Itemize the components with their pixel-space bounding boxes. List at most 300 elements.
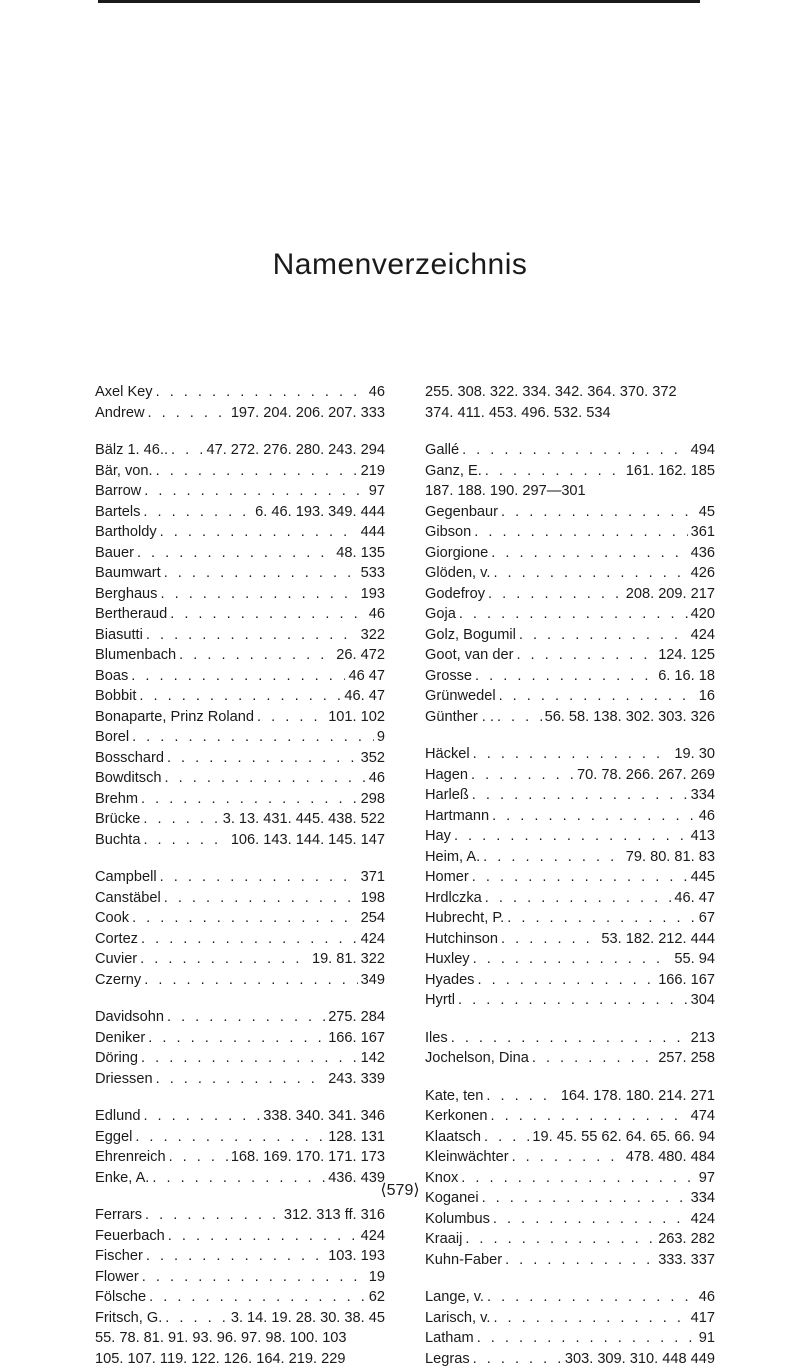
index-entry [425, 1349, 715, 1369]
entry-name: Koganei [425, 1188, 479, 1209]
entry-pages: 213 [691, 1028, 715, 1049]
entry-pages: 219 [361, 461, 385, 482]
dot-leader [144, 970, 357, 991]
section-gap [95, 990, 385, 1007]
entry-pages: 26. 472 [336, 645, 385, 666]
entry-pages: 371 [361, 867, 385, 888]
entry-pages: 46 [699, 1287, 715, 1308]
index-entry [425, 1147, 715, 1168]
index-entry [95, 1069, 385, 1090]
entry-name: Boas [95, 666, 128, 687]
entry-pages: 312. 313 ff. 316 [284, 1205, 385, 1226]
dot-leader [167, 748, 358, 769]
dot-leader [160, 522, 358, 543]
entry-name: Latham [425, 1328, 474, 1349]
index-entry [425, 765, 715, 786]
page-number: ⟨579⟩ [0, 1180, 800, 1200]
top-rule [98, 0, 700, 3]
entry-pages: 166. 167 [658, 970, 715, 991]
entry-pages: 19. 30 [674, 744, 715, 765]
index-entry [95, 1106, 385, 1127]
entry-pages: 243. 339 [328, 1069, 385, 1090]
dot-leader [142, 1267, 366, 1288]
index-entry [95, 543, 385, 564]
entry-name: Grünwedel [425, 686, 496, 707]
dot-leader [148, 1028, 325, 1049]
index-entry [425, 744, 715, 765]
dot-leader [485, 888, 672, 909]
dot-leader [164, 888, 358, 909]
dot-leader [140, 949, 309, 970]
index-entry-continuation: 255. 308. 322. 334. 342. 364. 370. 372 [425, 382, 715, 403]
dot-leader [492, 806, 696, 827]
index-entry [425, 785, 715, 806]
index-entry [95, 1226, 385, 1247]
dot-leader [179, 645, 333, 666]
entry-pages: 103. 193 [328, 1246, 385, 1267]
entry-pages: 474 [691, 1106, 715, 1127]
dot-leader [493, 563, 687, 584]
entry-pages: 79. 80. 81. 83 [626, 847, 715, 868]
dot-leader [146, 625, 358, 646]
entry-pages: 161. 162. 185 [626, 461, 715, 482]
index-entry [425, 666, 715, 687]
entry-pages: 70. 78. 266. 267. 269 [577, 765, 715, 786]
index-entry [95, 970, 385, 991]
index-entry [95, 1048, 385, 1069]
index-entry [425, 522, 715, 543]
index-entry [95, 481, 385, 502]
entry-pages: 444 [361, 522, 385, 543]
index-entry [425, 970, 715, 991]
index-entry [425, 806, 715, 827]
dot-leader [473, 949, 672, 970]
entry-pages: 352 [361, 748, 385, 769]
entry-pages: 46 [369, 382, 385, 403]
entry-name: Edlund [95, 1106, 140, 1127]
entry-pages: 193 [361, 584, 385, 605]
entry-name: Godefroy [425, 584, 485, 605]
index-entry [425, 847, 715, 868]
entry-name: Fritsch, G. [95, 1308, 162, 1329]
entry-name: Huxley [425, 949, 470, 970]
dot-leader [459, 604, 688, 625]
entry-pages: 101. 102 [328, 707, 385, 728]
dot-leader [484, 1127, 529, 1148]
dot-leader [451, 1028, 688, 1049]
dot-leader [160, 584, 357, 605]
index-entry [425, 461, 715, 482]
entry-pages: 478. 480. 484 [626, 1147, 715, 1168]
dot-leader [477, 1328, 696, 1349]
entry-name: Fölsche [95, 1287, 146, 1308]
dot-leader [488, 584, 623, 605]
entry-pages: 298 [361, 789, 385, 810]
entry-name: Hay [425, 826, 451, 847]
section-gap [425, 423, 715, 440]
entry-pages: 56. 58. 138. 302. 303. 326 [545, 707, 715, 728]
entry-name: Grosse [425, 666, 472, 687]
dot-leader [143, 502, 252, 523]
dot-leader [475, 666, 655, 687]
index-entry [95, 382, 385, 403]
dot-leader [458, 990, 688, 1011]
entry-name: Campbell [95, 867, 157, 888]
entry-name: Hyades [425, 970, 474, 991]
entry-name: Ganz, E. [425, 461, 482, 482]
index-entry [95, 830, 385, 851]
index-entry [95, 1205, 385, 1226]
entry-name: Glöden, v. [425, 563, 490, 584]
entry-pages: 168. 169. 170. 171. 173 [231, 1147, 385, 1168]
index-entry [425, 888, 715, 909]
dot-leader [462, 440, 688, 461]
entry-pages: 46 [369, 768, 385, 789]
dot-leader [170, 604, 366, 625]
entry-name: Hubrecht, P. [425, 908, 504, 929]
entry-pages: 420 [691, 604, 715, 625]
dot-leader [145, 1205, 281, 1226]
index-entry [95, 1287, 385, 1308]
entry-pages: 47. 272. 276. 280. 243. 294 [206, 440, 385, 461]
entry-name: Kerkonen [425, 1106, 487, 1127]
entry-pages: 6. 16. 18 [658, 666, 715, 687]
index-entry-continuation: 187. 188. 190. 297—301 [425, 481, 715, 502]
index-entry [425, 1106, 715, 1127]
entry-pages: 46. 47 [674, 888, 715, 909]
entry-name: Deniker [95, 1028, 145, 1049]
index-entry [95, 768, 385, 789]
entry-name: Larisch, v. [425, 1308, 490, 1329]
entry-pages: 164. 178. 180. 214. 271 [561, 1086, 715, 1107]
entry-name: Biasutti [95, 625, 143, 646]
entry-name: Berghaus [95, 584, 157, 605]
dot-leader [491, 543, 687, 564]
dot-leader [473, 1349, 562, 1369]
dot-leader [486, 1086, 557, 1107]
index-entry [95, 809, 385, 830]
entry-pages: 106. 143. 144. 145. 147 [231, 830, 385, 851]
index-entry [95, 604, 385, 625]
entry-name: Knox [425, 1168, 458, 1189]
entry-pages: 257. 258 [658, 1048, 715, 1069]
entry-name: Flower [95, 1267, 139, 1288]
dot-leader [532, 1048, 655, 1069]
entry-pages: 46 47 [348, 666, 385, 687]
index-entry-continuation: 55. 78. 81. 91. 93. 96. 97. 98. 100. 103 [95, 1328, 385, 1349]
entry-name: Gallé [425, 440, 459, 461]
entry-name: Klaatsch [425, 1127, 481, 1148]
entry-pages: 303. 309. 310. 448 449 [565, 1349, 715, 1369]
entry-pages: 322 [361, 625, 385, 646]
dot-leader [501, 929, 598, 950]
dot-leader [487, 1287, 696, 1308]
entry-name: Legras [425, 1349, 470, 1369]
entry-pages: 424 [691, 625, 715, 646]
entry-name: Bartholdy [95, 522, 157, 543]
section-gap [425, 1270, 715, 1287]
entry-name: Driessen [95, 1069, 153, 1090]
entry-pages: 48. 135 [336, 543, 385, 564]
entry-name: Bowditsch [95, 768, 162, 789]
dot-leader [473, 744, 672, 765]
entry-pages: 338. 340. 341. 346 [263, 1106, 385, 1127]
index-entry [95, 1267, 385, 1288]
entry-name: Andrew [95, 403, 144, 424]
entry-name: Bauer [95, 543, 134, 564]
dot-leader [156, 461, 358, 482]
entry-name: Hutchinson [425, 929, 498, 950]
dot-leader [472, 785, 688, 806]
entry-name: Enke, A. [95, 1168, 149, 1189]
index-entry [425, 604, 715, 625]
entry-name: Döring [95, 1048, 138, 1069]
entry-name: Golz, Bogumil [425, 625, 516, 646]
entry-name: Ferrars [95, 1205, 142, 1226]
entry-pages: 97 [699, 1168, 715, 1189]
index-entry [95, 666, 385, 687]
entry-name: Brehm [95, 789, 138, 810]
entry-name: Hrdlczka [425, 888, 482, 909]
index-entry [95, 440, 385, 461]
section-gap [425, 727, 715, 744]
entry-name: Kuhn-Faber [425, 1250, 502, 1271]
index-entry [425, 645, 715, 666]
entry-pages: 128. 131 [328, 1127, 385, 1148]
index-entry [95, 789, 385, 810]
entry-name: Eggel [95, 1127, 132, 1148]
dot-leader [143, 809, 219, 830]
index-entry [95, 403, 385, 424]
entry-pages: 9 [377, 727, 385, 748]
entry-name: Goja [425, 604, 456, 625]
entry-pages: 62 [369, 1287, 385, 1308]
index-entry [425, 440, 715, 461]
entry-name: Czerny [95, 970, 141, 991]
entry-pages: 254 [361, 908, 385, 929]
entry-name: Cook [95, 908, 129, 929]
entry-pages: 426 [691, 563, 715, 584]
entry-name: Ehrenreich [95, 1147, 166, 1168]
entry-name: Bertheraud [95, 604, 167, 625]
entry-name: Borel [95, 727, 129, 748]
entry-name: Cuvier [95, 949, 137, 970]
entry-pages: 6. 46. 193. 349. 444 [255, 502, 385, 523]
entry-name: Hagen [425, 765, 468, 786]
entry-name: Canstäbel [95, 888, 161, 909]
dot-leader [156, 382, 366, 403]
entry-pages: 275. 284 [328, 1007, 385, 1028]
index-entry [425, 563, 715, 584]
index-entry [425, 707, 715, 728]
entry-name: Bosschard [95, 748, 164, 769]
entry-pages: 436. 439 [328, 1168, 385, 1189]
entry-pages: 67 [699, 908, 715, 929]
dot-leader [143, 1106, 260, 1127]
index-entry [95, 645, 385, 666]
index-entry [95, 867, 385, 888]
entry-pages: 436 [691, 543, 715, 564]
index-entry [425, 949, 715, 970]
entry-name: Brücke [95, 809, 140, 830]
dot-leader [471, 765, 574, 786]
index-column-right [425, 382, 715, 1369]
entry-pages: 417 [691, 1308, 715, 1329]
entry-name: Hyrtl [425, 990, 455, 1011]
entry-pages: 304 [691, 990, 715, 1011]
entry-name: Heim, A. [425, 847, 480, 868]
dot-leader [131, 666, 345, 687]
dot-leader [493, 1209, 688, 1230]
index-entry [425, 502, 715, 523]
dot-leader [167, 1007, 325, 1028]
dot-leader [132, 908, 358, 929]
entry-name: Homer [425, 867, 469, 888]
dot-leader [168, 1226, 358, 1247]
index-entry [95, 1028, 385, 1049]
index-entry-continuation: 105. 107. 119. 122. 126. 164. 219. 229 [95, 1349, 385, 1369]
entry-pages: 46 [369, 604, 385, 625]
dot-leader [143, 830, 227, 851]
entry-name: Baumwart [95, 563, 161, 584]
dot-leader [141, 1048, 358, 1069]
page-title: Namenverzeichnis [0, 248, 800, 282]
entry-name: Gibson [425, 522, 471, 543]
entry-pages: 46 [699, 806, 715, 827]
entry-name: Harleß [425, 785, 469, 806]
entry-pages: 208. 209. 217 [626, 584, 715, 605]
index-entry [425, 1086, 715, 1107]
index-entry [425, 929, 715, 950]
dot-leader [499, 686, 696, 707]
index-entry [425, 908, 715, 929]
dot-leader [135, 1127, 325, 1148]
index-entry [95, 522, 385, 543]
index-entry [425, 1229, 715, 1250]
entry-pages: 166. 167 [328, 1028, 385, 1049]
index-entry [425, 1127, 715, 1148]
dot-leader [149, 1287, 366, 1308]
entry-name: Häckel [425, 744, 470, 765]
dot-leader [501, 502, 696, 523]
entry-name: Barrow [95, 481, 141, 502]
entry-pages: 198 [361, 888, 385, 909]
entry-name: Bartels [95, 502, 140, 523]
dot-leader [141, 789, 358, 810]
entry-pages: 91 [699, 1328, 715, 1349]
index-entry [425, 1250, 715, 1271]
entry-pages: 334 [691, 1188, 715, 1209]
entry-pages: 19. 81. 322 [312, 949, 385, 970]
index-entry [95, 1147, 385, 1168]
entry-pages: 3. 13. 431. 445. 438. 522 [223, 809, 385, 830]
index-entry [425, 1328, 715, 1349]
dot-leader [156, 1069, 326, 1090]
index-entry [425, 1209, 715, 1230]
dot-leader [505, 1250, 655, 1271]
index-entry [95, 888, 385, 909]
entry-name: Giorgione [425, 543, 488, 564]
entry-pages: 46. 47 [344, 686, 385, 707]
entry-name: Davidsohn [95, 1007, 164, 1028]
index-entry [95, 686, 385, 707]
dot-leader [472, 867, 688, 888]
entry-pages: 361 [691, 522, 715, 543]
dot-leader [477, 970, 655, 991]
entry-name: Gegenbaur [425, 502, 498, 523]
dot-leader [507, 908, 696, 929]
entry-name: Fischer [95, 1246, 143, 1267]
index-entry [95, 929, 385, 950]
index-entry [95, 1246, 385, 1267]
index-entry [425, 1287, 715, 1308]
entry-name: Bobbit [95, 686, 136, 707]
entry-pages: 45 [699, 502, 715, 523]
entry-pages: 124. 125 [658, 645, 715, 666]
entry-pages: 533 [361, 563, 385, 584]
dot-leader [485, 461, 623, 482]
dot-leader [146, 1246, 325, 1267]
entry-name: Feuerbach [95, 1226, 165, 1247]
entry-pages: 53. 182. 212. 444 [601, 929, 715, 950]
entry-pages: 3. 14. 19. 28. 30. 38. 45 [231, 1308, 385, 1329]
index-entry [95, 584, 385, 605]
entry-name: Blumenbach [95, 645, 176, 666]
index-entry [95, 461, 385, 482]
index-entry [95, 502, 385, 523]
section-gap [425, 1011, 715, 1028]
dot-leader [144, 481, 366, 502]
dot-leader [516, 645, 655, 666]
entry-name: Bär, von. [95, 461, 153, 482]
entry-name: Cortez [95, 929, 138, 950]
dot-leader [465, 1229, 655, 1250]
dot-leader [483, 847, 623, 868]
section-gap [95, 1089, 385, 1106]
dot-leader [497, 707, 542, 728]
entry-pages: 263. 282 [658, 1229, 715, 1250]
dot-leader [141, 929, 358, 950]
entry-pages: 333. 337 [658, 1250, 715, 1271]
dot-leader [160, 867, 358, 888]
section-gap [425, 1069, 715, 1086]
entry-name: Kraaij [425, 1229, 462, 1250]
index-column-left [95, 382, 385, 1369]
dot-leader [171, 440, 203, 461]
index-entry [95, 625, 385, 646]
index-entry [425, 584, 715, 605]
entry-name: Kate, ten [425, 1086, 483, 1107]
dot-leader [169, 1147, 228, 1168]
section-gap [95, 423, 385, 440]
index-entry [425, 543, 715, 564]
entry-name: Kolumbus [425, 1209, 490, 1230]
entry-pages: 334 [691, 785, 715, 806]
index-entry [95, 1007, 385, 1028]
index-entry [425, 1028, 715, 1049]
entry-name: Goot, van der [425, 645, 513, 666]
dot-leader [164, 563, 358, 584]
dot-leader [137, 543, 333, 564]
index-entry-continuation: 374. 411. 453. 496. 532. 534 [425, 403, 715, 424]
dot-leader [139, 686, 341, 707]
index-entry [95, 1127, 385, 1148]
entry-pages: 55. 94 [674, 949, 715, 970]
index-entry [425, 826, 715, 847]
dot-leader [512, 1147, 623, 1168]
entry-pages: 494 [691, 440, 715, 461]
entry-pages: 424 [361, 1226, 385, 1247]
